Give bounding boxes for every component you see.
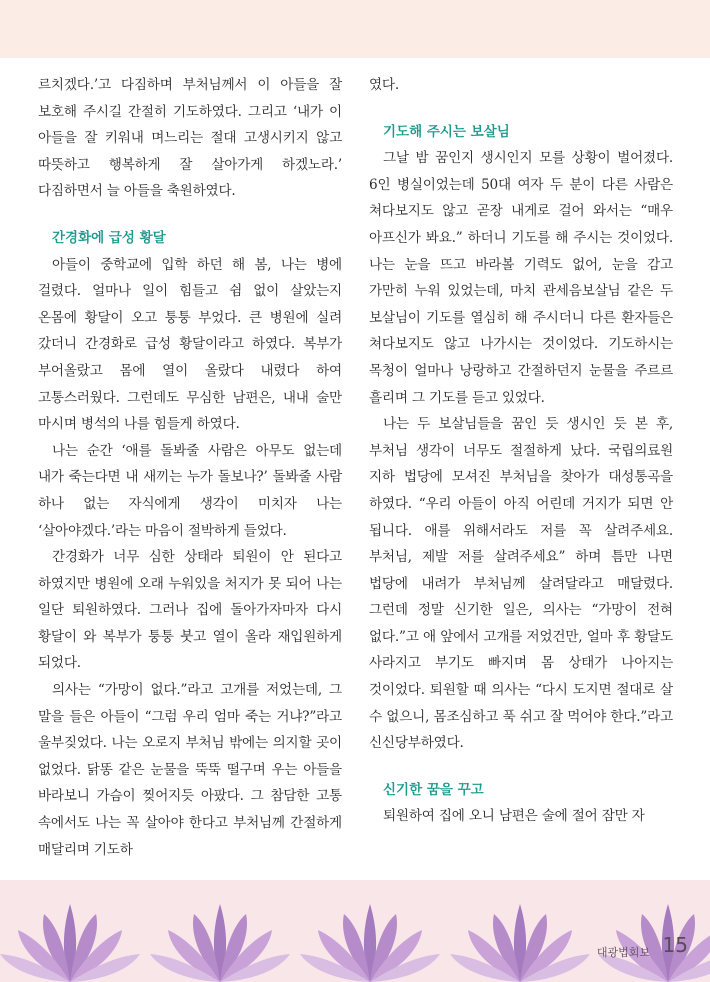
left-column (38, 72, 342, 863)
top-band (0, 0, 710, 58)
publication-name: 대광법회보 (596, 946, 650, 959)
section-heading: 기도해 주시는 보살님 (383, 123, 510, 140)
paragraph: 르치겠다.’고 다짐하며 부처님께서 이 아들을 잘 보호해 주시길 간절히 기도하였다. 그리고 ‘내가 이 아들을 잘 키워내 며느리는 절대 고생시키지 않고 따뜻하고 행복하게 잘 살아가게 하겠노라.’ 다짐하면서 늘 아들을 축원하였다. (38, 77, 342, 200)
paragraph: 나는 두 보살님들을 꿈인 듯 생시인 듯 본 후, 부처님 생각이 너무도 절절하게 났다. 국립의료원 지하 법당에 모셔진 부처님을 찾아가 대성통곡을 하였다. “우리 아들이 아직 어린데 거지가 되면 안 됩니다. 애를 위해서라도 저를 꼭 살려주세요. 부처님, 제발 저를 살려주세요” 하며 틈만 나면 법당에 내려가 부처님께 살려달라고 매달렸다. 그런데 정말 신기한 일은, 의사는 “가망이 전혀 없다.”고 애 앞에서 고개를 저었건만, 얼마 후 황달도 사라지고 부기도 빠지며 몸 상태가 나아지는 것이었다. 퇴원할 때 의사는 “다시 도지면 절대로 살 수 없으니, 몸조심하고 푹 쉬고 잘 먹어야 한다.”라고 신신당부하였다. (369, 416, 673, 752)
paragraph: 나는 순간 ‘애를 돌봐줄 사람은 아무도 없는데 내가 죽는다면 내 새끼는 누가 돌보나?’ 돌봐줄 사람 하나 없는 자식에게 생각이 미치자 나는 ‘살아야겠다.’라는 마음이 절박하게 들었다. (38, 442, 342, 539)
page-number: 15 (662, 933, 688, 957)
section-heading: 간경화에 급성 황달 (52, 229, 166, 246)
paragraph: 아들이 중학교에 입학 하던 해 봄, 나는 병에 걸렸다. 얼마나 일이 힘들고 쉼 없이 살았는지 온몸에 황달이 오고 퉁퉁 부었다. 큰 병원에 실려 갔더니 간경화로 급성 황달이라고 하였다. 복부가 부어올랐고 몸에 열이 올랐다 내렸다 하여 고통스러웠다. 그런데도 무심한 남편은, 내내 술만 마시며 병석의 나를 힘들게 하였다. (38, 256, 342, 433)
footer-band (0, 880, 710, 982)
lotus-decoration-icon (0, 880, 710, 982)
paragraph: 그날 밤 꿈인지 생시인지 모를 상황이 벌어졌다. 6인 병실이었는데 50대 여자 두 분이 다른 사람은 쳐다보지도 않고 곧장 내게로 걸어 와서는 “매우 아프신가 봐요.” 하더니 기도를 해 주시는 것이었다. 나는 눈을 뜨고 바라볼 기력도 없어, 눈을 감고 가만히 누워 있었는데, 마치 관세음보살님 같은 두 보살님이 기도를 열심히 해 주시더니 다른 환자들은 쳐다보지도 않고 나가시는 것이었다. 기도하시는 목청이 얼마나 낭랑하고 간절하던지 눈물을 주르르 흘리며 그 기도를 듣고 있었다. (369, 150, 673, 406)
section-heading: 신기한 꿈을 꾸고 (383, 781, 484, 798)
paragraph: 였다. (369, 77, 399, 93)
paragraph: 퇴원하여 집에 오니 남편은 술에 절어 잠만 자 (383, 808, 645, 825)
right-column (369, 72, 673, 830)
paragraph: 간경화가 너무 심한 상태라 퇴원이 안 된다고 하였지만 병원에 오래 누워있을 처지가 못 되어 나는 일단 퇴원하였다. 그러나 집에 돌아가자마자 다시 황달이 와 복부가 퉁퉁 붓고 열이 올라 재입원하게 되었다. (38, 549, 342, 672)
paragraph: 의사는 “가망이 없다.”라고 고개를 저었는데, 그 말을 들은 아들이 “그럼 우리 엄마 죽는 거냐?”라고 울부짖었다. 나는 오로지 부처님 밖에는 의지할 곳이 없었다. 닭똥 같은 눈물을 뚝뚝 떨구며 우는 아들을 바라보니 가슴이 찢어지듯 아팠다. 그 참담한 고통 속에서도 나는 꼭 살아야 한다고 부처님께 간절하게 매달리며 기도하 (38, 682, 342, 858)
